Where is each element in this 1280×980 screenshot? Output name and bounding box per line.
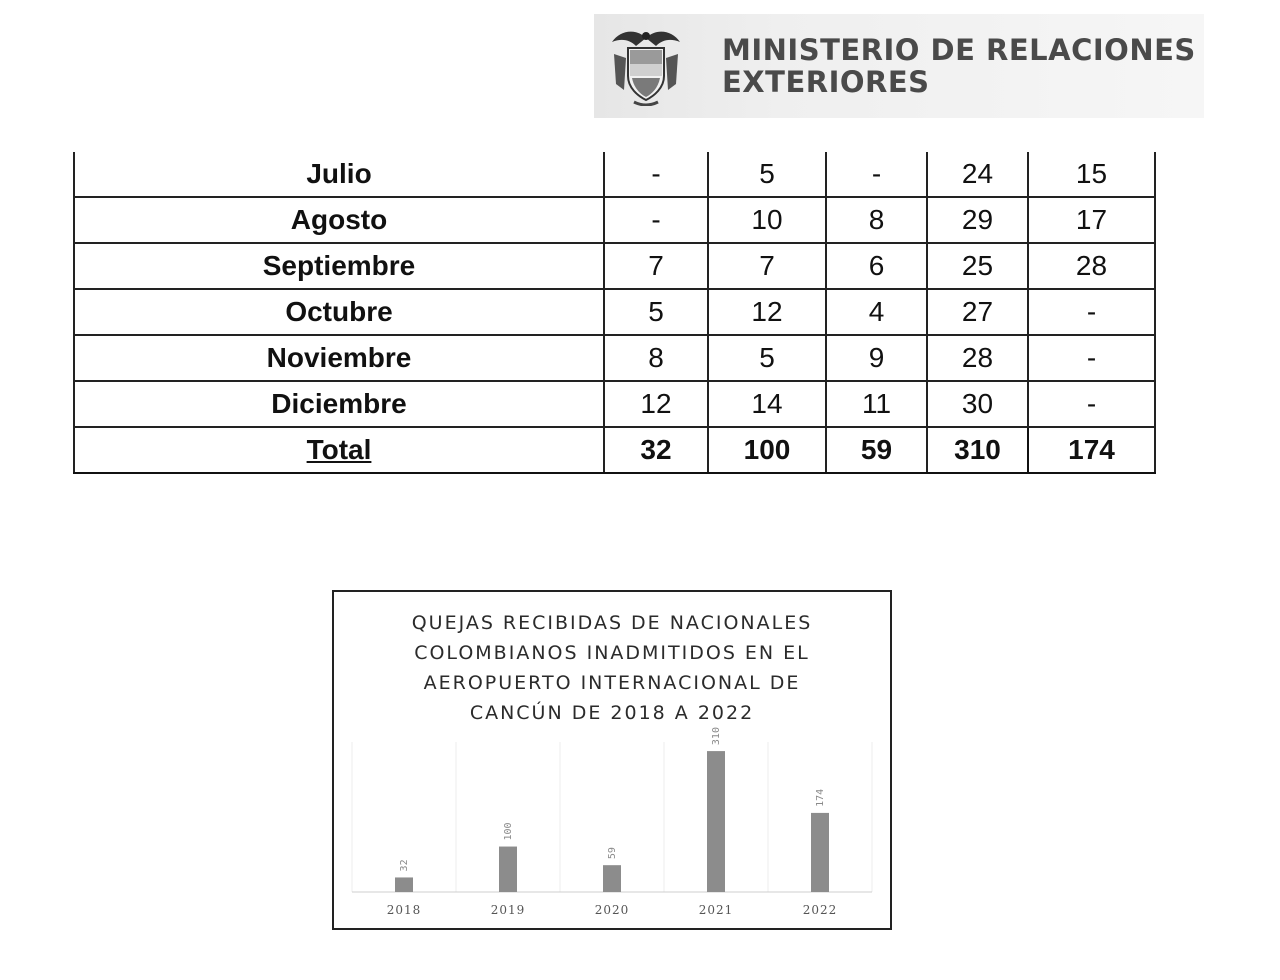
value-cell: 28 xyxy=(927,335,1028,381)
table-total-row xyxy=(74,427,1155,473)
value-cell: 9 xyxy=(826,335,927,381)
total-cell: 32 xyxy=(604,427,708,473)
value-cell: 4 xyxy=(826,289,927,335)
month-cell: Octubre xyxy=(74,289,604,335)
value-cell: 7 xyxy=(604,243,708,289)
chart-title-line: COLOMBIANOS INADMITIDOS EN EL xyxy=(414,642,810,664)
value-cell: - xyxy=(1028,335,1155,381)
chart-x-tick-label: 2022 xyxy=(802,903,838,917)
ministry-title-line1: MINISTERIO DE RELACIONES xyxy=(722,33,1196,67)
chart-data-label: 32 xyxy=(399,859,410,872)
table-row xyxy=(74,289,1155,335)
ministry-title xyxy=(722,34,1202,98)
value-cell: - xyxy=(1028,289,1155,335)
value-cell: - xyxy=(604,152,708,197)
chart-title-line: CANCÚN DE 2018 A 2022 xyxy=(469,702,755,724)
value-cell: - xyxy=(604,197,708,243)
month-cell: Julio xyxy=(74,152,604,197)
chart-plot xyxy=(334,592,890,928)
total-label: Total xyxy=(74,427,604,473)
chart-bar xyxy=(395,877,413,892)
value-cell: 15 xyxy=(1028,152,1155,197)
chart-bar xyxy=(811,813,829,892)
ministry-title-line2: EXTERIORES xyxy=(722,65,930,99)
chart-bar xyxy=(707,751,725,892)
value-cell: 30 xyxy=(927,381,1028,427)
value-cell: - xyxy=(1028,381,1155,427)
value-cell: 7 xyxy=(708,243,826,289)
table-row xyxy=(74,197,1155,243)
value-cell: 5 xyxy=(604,289,708,335)
table-row xyxy=(74,243,1155,289)
value-cell: 6 xyxy=(826,243,927,289)
chart-data-label: 59 xyxy=(607,847,618,860)
value-cell: 8 xyxy=(826,197,927,243)
value-cell: 12 xyxy=(604,381,708,427)
value-cell: 17 xyxy=(1028,197,1155,243)
value-cell: 25 xyxy=(927,243,1028,289)
value-cell: 5 xyxy=(708,335,826,381)
value-cell: 27 xyxy=(927,289,1028,335)
total-cell: 59 xyxy=(826,427,927,473)
value-cell: 28 xyxy=(1028,243,1155,289)
value-cell: 14 xyxy=(708,381,826,427)
chart-data-label: 100 xyxy=(503,822,514,841)
chart-x-tick-label: 2019 xyxy=(490,903,526,917)
table-row xyxy=(74,381,1155,427)
coat-of-arms-icon xyxy=(606,24,686,106)
chart-bar xyxy=(603,865,621,892)
month-cell: Agosto xyxy=(74,197,604,243)
value-cell: 29 xyxy=(927,197,1028,243)
chart-x-tick-label: 2018 xyxy=(386,903,422,917)
complaints-table xyxy=(73,152,1154,474)
table-row xyxy=(74,335,1155,381)
chart-title-line: QUEJAS RECIBIDAS DE NACIONALES xyxy=(411,612,813,634)
chart-data-label: 174 xyxy=(815,788,826,807)
chart-title-line: AEROPUERTO INTERNACIONAL DE xyxy=(423,672,801,694)
value-cell: 10 xyxy=(708,197,826,243)
complaints-chart xyxy=(332,590,892,930)
value-cell: 12 xyxy=(708,289,826,335)
value-cell: 5 xyxy=(708,152,826,197)
total-cell: 100 xyxy=(708,427,826,473)
value-cell: 11 xyxy=(826,381,927,427)
chart-x-tick-label: 2020 xyxy=(594,903,630,917)
chart-x-tick-label: 2021 xyxy=(698,903,734,917)
chart-data-label: 310 xyxy=(711,727,722,746)
month-cell: Diciembre xyxy=(74,381,604,427)
chart-bar xyxy=(499,847,517,892)
total-cell: 310 xyxy=(927,427,1028,473)
value-cell: - xyxy=(826,152,927,197)
table-row xyxy=(74,152,1155,197)
month-cell: Septiembre xyxy=(74,243,604,289)
month-cell: Noviembre xyxy=(74,335,604,381)
total-cell: 174 xyxy=(1028,427,1155,473)
value-cell: 24 xyxy=(927,152,1028,197)
value-cell: 8 xyxy=(604,335,708,381)
